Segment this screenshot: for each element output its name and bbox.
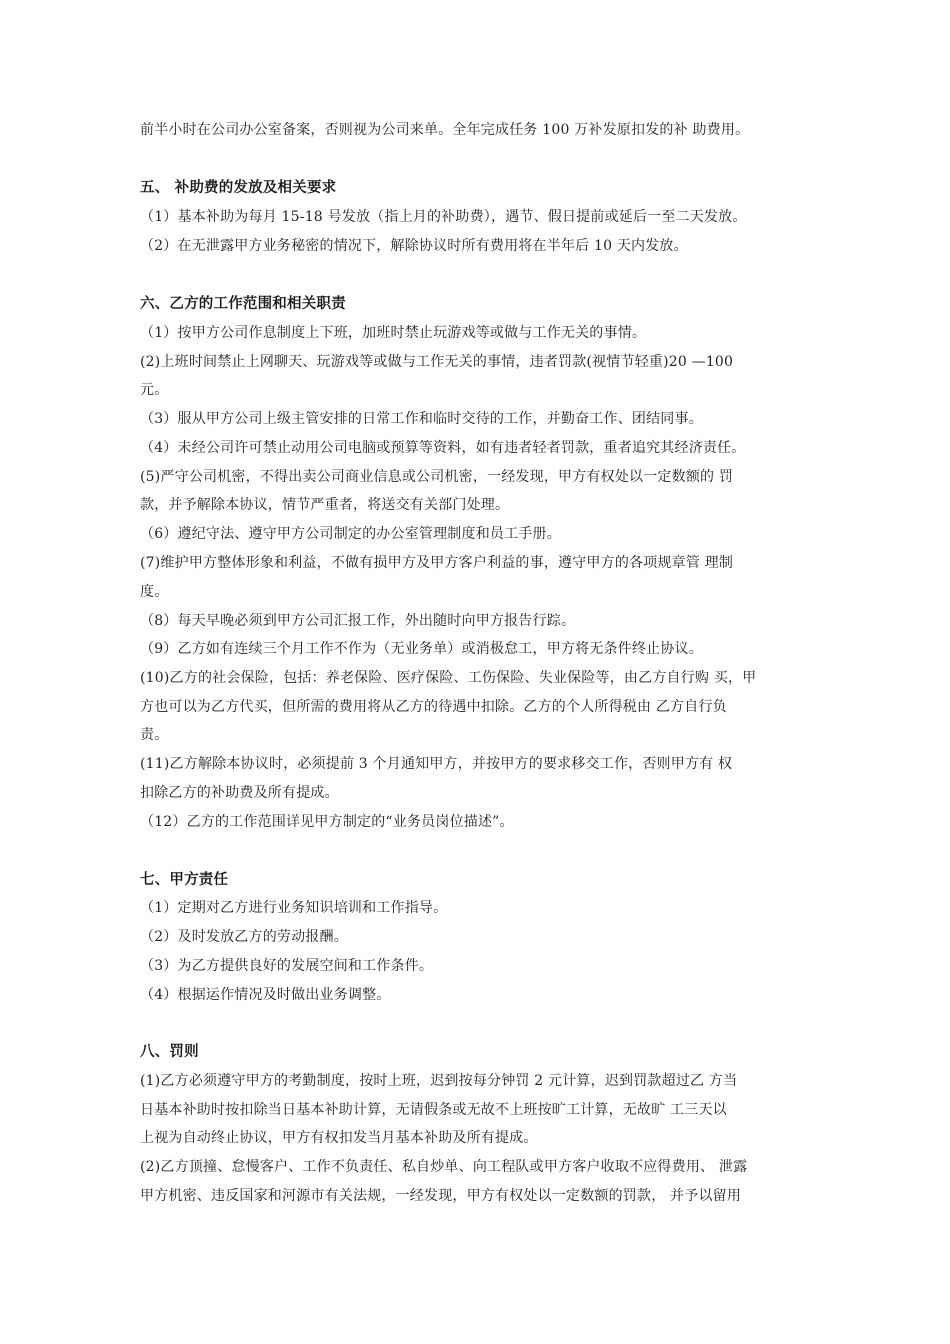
section-heading-7: 七、甲方责任 (140, 872, 229, 888)
paragraph-line: 责。 (140, 727, 169, 743)
paragraph-line: (11)乙方解除本协议时，必须提前 3 个月通知甲方，并按甲方的要求移交工作，否则甲方有 权 (140, 756, 733, 772)
paragraph-line: 前半小时在公司办公室备案，否则视为公司来单。全年完成任务 100 万补发原扣发的补 助费用。 (140, 122, 750, 138)
section-heading-5: 五、 补助费的发放及相关要求 (140, 180, 337, 196)
paragraph-line: (2)上班时间禁止上网聊天、玩游戏等或做与工作无关的事情，违者罚款(视情节轻重)20 —100 (140, 354, 734, 370)
paragraph-line: （4）根据运作情况及时做出业务调整。 (140, 987, 391, 1003)
paragraph-line: 日基本补助时按扣除当日基本补助计算，无请假条或无故不上班按旷工计算，无故旷 工三天以 (140, 1102, 727, 1118)
paragraph-line: （9）乙方如有连续三个月工作不作为（无业务单）或消极怠工，甲方将无条件终止协议。 (140, 641, 703, 657)
paragraph-line: （6）遵纪守法、遵守甲方公司制定的办公室管理制度和员工手册。 (140, 526, 561, 542)
paragraph-line: （2）及时发放乙方的劳动报酬。 (140, 929, 348, 945)
paragraph-line: （3）为乙方提供良好的发展空间和工作条件。 (140, 958, 434, 974)
paragraph-line: （1）按甲方公司作息制度上下班，加班时禁止玩游戏等或做与工作无关的事情。 (140, 325, 647, 341)
paragraph-line: （1）基本补助为每月 15-18 号发放（指上月的补助费），遇节、假日提前或延后一至二天发放。 (140, 209, 747, 225)
paragraph-line: （1）定期对乙方进行业务知识培训和工作指导。 (140, 900, 448, 916)
paragraph-line: (1)乙方必须遵守甲方的考勤制度，按时上班，迟到按每分钟罚 2 元计算，迟到罚款超过乙 方当 (140, 1073, 738, 1089)
paragraph-line: 扣除乙方的补助费及所有提成。 (140, 785, 339, 801)
paragraph-line: 款，并予解除本协议，情节严重者，将送交有关部门处理。 (140, 497, 510, 513)
paragraph-line: (10)乙方的社会保险，包括：养老保险、医疗保险、工伤保险、失业保险等，由乙方自行购 买，甲 (140, 670, 757, 686)
paragraph-line: (7)维护甲方整体形象和利益，不做有损甲方及甲方客户利益的事，遵守甲方的各项规章管 理制 (140, 555, 734, 571)
section-heading-6: 六、乙方的工作范围和相关职责 (140, 296, 346, 312)
paragraph-line: （8）每天早晚必须到甲方公司汇报工作，外出随时向甲方报告行踪。 (140, 613, 576, 629)
paragraph-line: （2）在无泄露甲方业务秘密的情况下，解除协议时所有费用将在半年后 10 天内发放。 (140, 238, 688, 254)
paragraph-line: (2)乙方顶撞、怠慢客户、工作不负责任、私自炒单、向工程队或甲方客户收取不应得费用、 泄露 (140, 1159, 748, 1175)
paragraph-line: 甲方机密、违反国家和河源市有关法规，一经发现，甲方有权处以一定数额的罚款， 并予以留用 (140, 1188, 742, 1204)
paragraph-line: 度。 (140, 584, 169, 600)
paragraph-line: (5)严守公司机密，不得出卖公司商业信息或公司机密，一经发现，甲方有权处以一定数额的 罚 (140, 469, 734, 485)
section-heading-8: 八、罚则 (140, 1044, 199, 1060)
paragraph-line: （3）服从甲方公司上级主管安排的日常工作和临时交待的工作，并勤奋工作、团结同事。 (140, 411, 703, 427)
paragraph-line: 元。 (140, 382, 169, 398)
paragraph-line: （12）乙方的工作范围详见甲方制定的“业务员岗位描述”。 (140, 814, 514, 830)
paragraph-line: （4）未经公司许可禁止动用公司电脑或预算等资料，如有违者轻者罚款，重者追究其经济责任。 (140, 440, 746, 456)
paragraph-line: 方也可以为乙方代买，但所需的费用将从乙方的待遇中扣除。乙方的个人所得税由 乙方自行负 (140, 699, 727, 715)
paragraph-line: 上视为自动终止协议，甲方有权扣发当月基本补助及所有提成。 (140, 1130, 538, 1146)
